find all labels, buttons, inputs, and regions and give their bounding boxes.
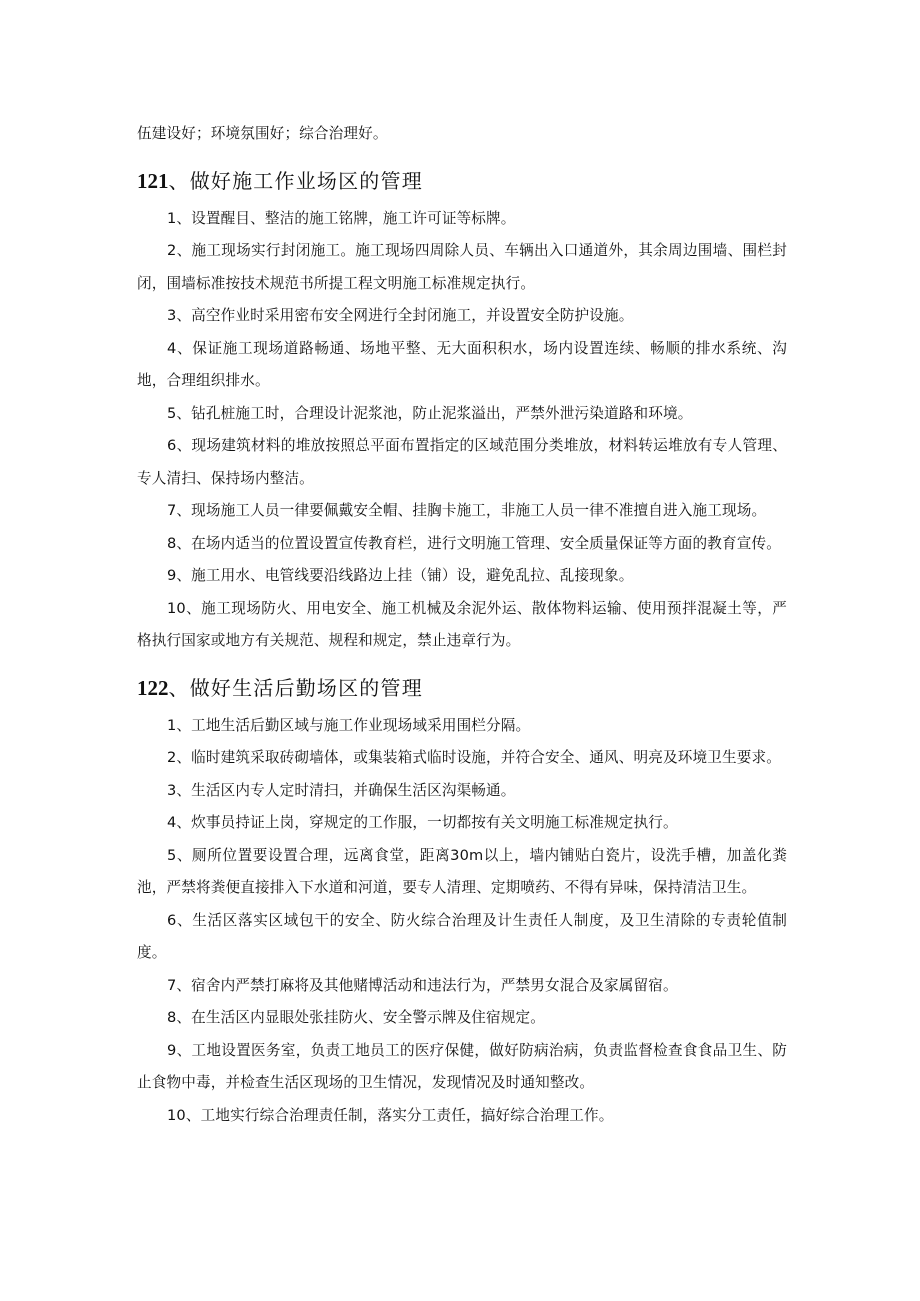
section-122-item: 3、生活区内专人定时清扫，并确保生活区沟渠畅通。 — [167, 781, 516, 799]
section-122-item: 9、工地设置医务室，负责工地员工的医疗保健，做好防病治病，负责监督检查食食品卫生、防止食物中毒，并检查生活区现场的卫生情况，发现情况及时通知整改。 — [137, 1041, 787, 1091]
section-122-item: 5、厕所位置要设置合理，远离食堂，距离30m以上，墙内铺贴白瓷片，设洗手槽，加盖化粪池，严禁将粪便直接排入下水道和河道，要专人清理、定期喷药、不得有异味，保持清洁卫生。 — [137, 846, 787, 896]
section-121-item: 1、设置醒目、整洁的施工铭牌，施工许可证等标牌。 — [167, 209, 516, 227]
section-121-item: 5、钻孔桩施工时，合理设计泥浆池，防止泥浆溢出，严禁外泄污染道路和环境。 — [167, 404, 693, 422]
section-121-item: 8、在场内适当的位置设置宣传教育栏，进行文明施工管理、安全质量保证等方面的教育宣传。 — [167, 534, 781, 552]
section-122-item: 4、炊事员持证上岗，穿规定的工作服，一切都按有关文明施工标准规定执行。 — [167, 814, 678, 831]
section-122-item: 7、宿舍内严禁打麻将及其他赌博活动和违法行为，严禁男女混合及家属留宿。 — [167, 976, 678, 994]
section-121-item: 6、现场建筑材料的堆放按照总平面布置指定的区域范围分类堆放，材料转运堆放有专人管理、专人清扫、保持场内整洁。 — [137, 437, 787, 487]
section-121-number: 121 — [137, 168, 169, 193]
section-121-heading — [137, 161, 787, 201]
section-121-title: 、做好施工作业场区的管理 — [168, 168, 423, 193]
intro-line: 伍建设好；环境氛围好；综合治理好。 — [137, 125, 388, 142]
section-121-item: 10、施工现场防火、用电安全、施工机械及余泥外运、散体物料运输、使用预拌混凝土等，严格执行国家或地方有关规范、规程和规定，禁止违章行为。 — [137, 599, 787, 649]
section-122-item: 6、生活区落实区域包干的安全、防火综合治理及计生责任人制度，及卫生清除的专责轮值制度。 — [137, 911, 787, 961]
section-122-item: 10、工地实行综合治理责任制，落实分工责任，搞好综合治理工作。 — [167, 1106, 614, 1124]
section-122-item: 1、工地生活后勤区域与施工作业现场域采用围栏分隔。 — [167, 716, 531, 734]
section-122-title: 、做好生活后勤场区的管理 — [168, 675, 423, 700]
section-121-item: 7、现场施工人员一律要佩戴安全帽、挂胸卡施工，非施工人员一律不准擅自进入施工现场。 — [167, 502, 767, 519]
section-122-item: 2、临时建筑采取砖砌墙体，或集装箱式临时设施，并符合安全、通风、明亮及环境卫生要求。 — [167, 749, 781, 766]
section-121-item: 9、施工用水、电管线要沿线路边上挂（铺）设，避免乱拉、乱接现象。 — [167, 567, 634, 584]
section-122-heading — [137, 668, 787, 708]
section-122-item: 8、在生活区内显眼处张挂防火、安全警示牌及住宿规定。 — [167, 1009, 546, 1026]
section-122-number: 122 — [137, 675, 169, 700]
document-body — [137, 118, 787, 1132]
section-121-item: 3、高空作业时采用密布安全网进行全封闭施工，并设置安全防护设施。 — [167, 307, 634, 324]
section-121-item: 2、施工现场实行封闭施工。施工现场四周除人员、车辆出入口通道外，其余周边围墙、围栏封闭，围墙标准按技术规范书所提工程文明施工标准规定执行。 — [137, 242, 787, 292]
section-121-item: 4、保证施工现场道路畅通、场地平整、无大面积积水，场内设置连续、畅顺的排水系统、沟地，合理组织排水。 — [137, 339, 787, 389]
